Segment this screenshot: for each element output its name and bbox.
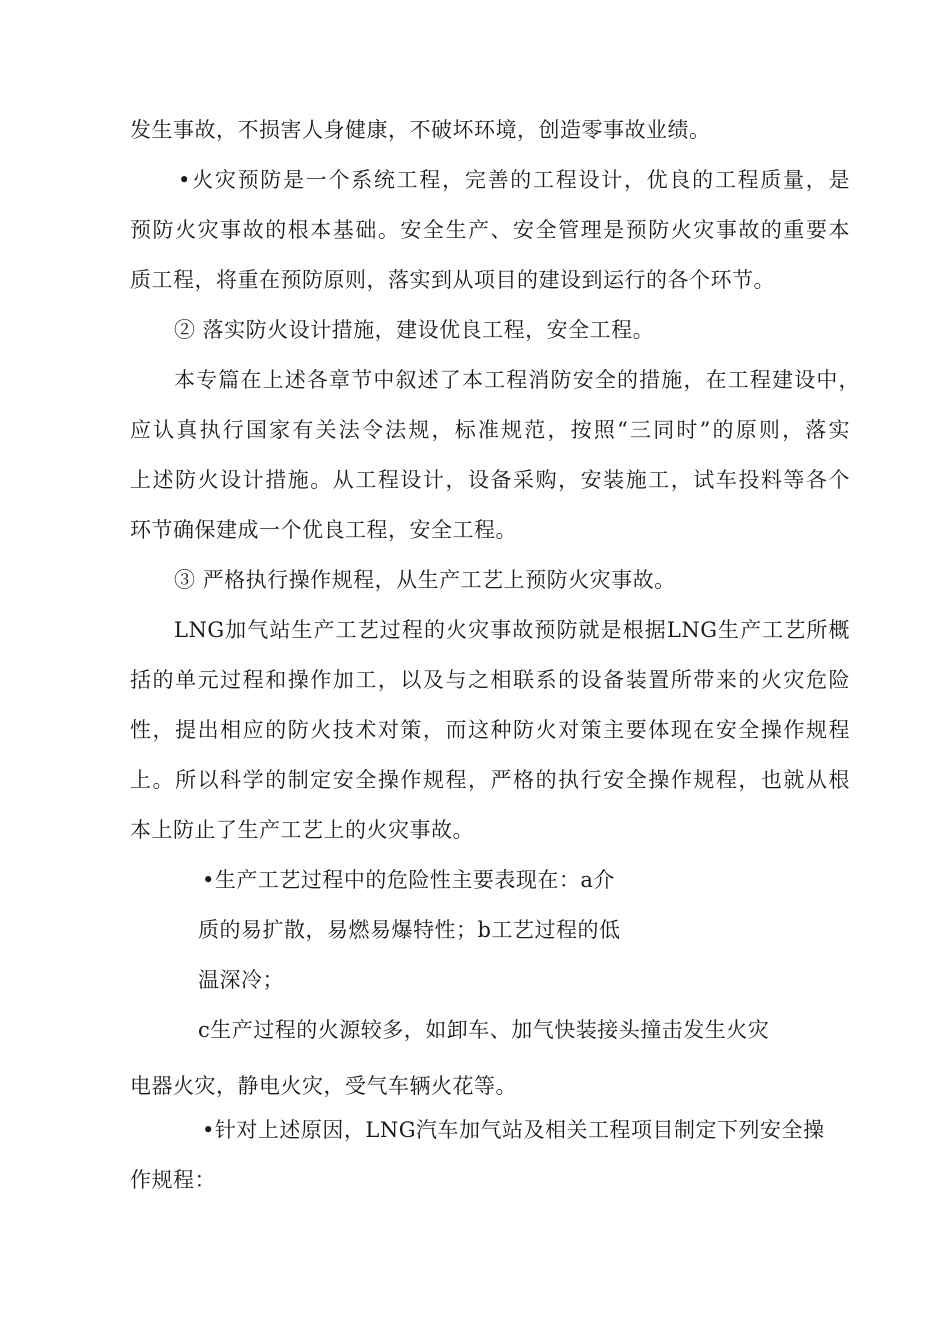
paragraph-line-14: 上。所以科学的制定安全操作规程，严格的执行安全操作规程，也就从根: [130, 768, 850, 792]
paragraph-line-3: 预防火灾事故的根本基础。安全生产、安全管理是预防火灾事故的重要本: [130, 218, 850, 242]
paragraph-line-15: 本上防止了生产工艺上的火灾事故。: [130, 818, 474, 842]
numbered-heading-2: ② 落实防火设计措施，建设优良工程，安全工程。: [174, 318, 655, 342]
paragraph-line-19: c生产过程的火源较多，如卸车、加气快装接头撞击发生火灾: [198, 1018, 770, 1042]
paragraph-line-20: 电器火灾，静电火灾，受气车辆火花等。: [130, 1074, 517, 1098]
paragraph-line-4: 质工程，将重在预防原则，落实到从项目的建设到运行的各个环节。: [130, 268, 775, 292]
paragraph-line-1: 发生事故，不损害人身健康，不破坏环境，创造零事故业绩。: [130, 118, 711, 142]
paragraph-line-8: 上述防火设计措施。从工程设计，设备采购，安装施工，试车投料等各个: [130, 468, 850, 492]
paragraph-line-7: 应认真执行国家有关法令法规，标准规范，按照“三同时”的原则，落实: [130, 418, 850, 442]
numbered-heading-3: ③ 严格执行操作规程，从生产工艺上预防火灾事故。: [174, 568, 676, 592]
bullet-line-fire-prevention: •火灾预防是一个系统工程，完善的工程设计，优良的工程质量，是: [178, 168, 850, 192]
paragraph-line-11: LNG加气站生产工艺过程的火灾事故预防就是根据LNG生产工艺所概: [174, 618, 850, 642]
paragraph-line-22: 作规程：: [130, 1168, 216, 1192]
paragraph-line-18: 温深冷；: [198, 968, 284, 992]
paragraph-line-6: 本专篇在上述各章节中叙述了本工程消防安全的措施，在工程建设中，: [174, 368, 860, 392]
bullet-line-hazards: •生产工艺过程中的危险性主要表现在：a介: [202, 868, 615, 892]
paragraph-line-12: 括的单元过程和操作加工，以及与之相联系的设备装置所带来的火灾危险: [130, 668, 850, 692]
paragraph-line-9: 环节确保建成一个优良工程，安全工程。: [130, 518, 517, 542]
paragraph-line-17: 质的易扩散，易燃易爆特性；b工艺过程的低: [198, 918, 621, 942]
paragraph-line-13: 性，提出相应的防火技术对策，而这种防火对策主要体现在安全操作规程: [130, 718, 850, 742]
bullet-line-procedures: •针对上述原因，LNG汽车加气站及相关工程项目制定下列安全操: [202, 1118, 825, 1142]
